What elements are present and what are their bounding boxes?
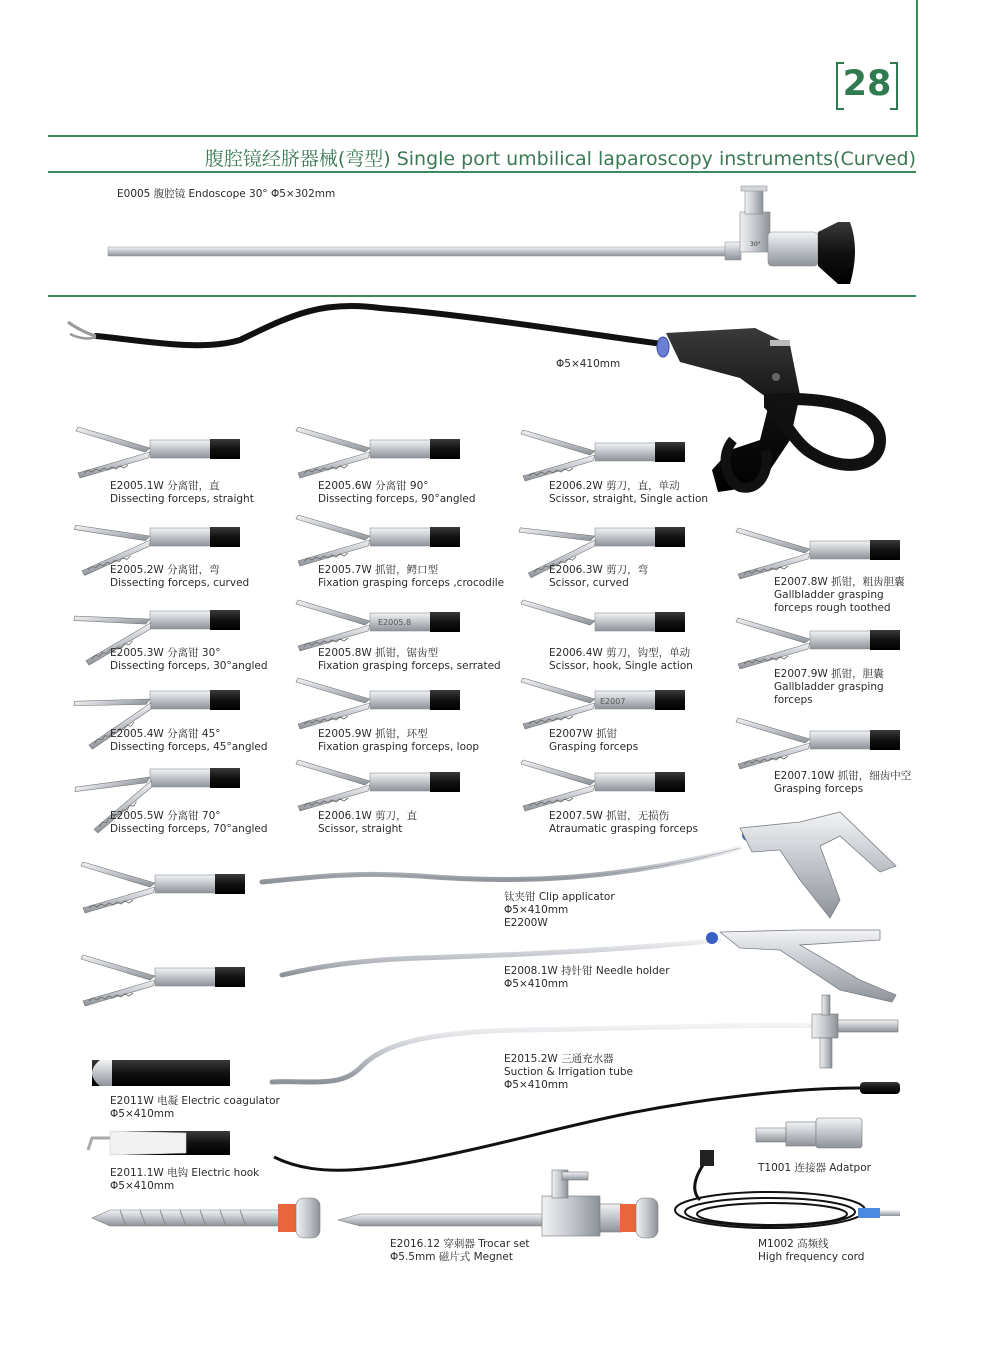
tip-desc: Scissor, curved	[549, 577, 629, 589]
handle-spec-label	[556, 358, 620, 371]
tip-code: E2006.4W 剪刀，钩型，单动	[549, 647, 691, 659]
tip-code: E2007W 抓钳	[549, 728, 618, 740]
tip-desc: Grasping forceps	[774, 783, 864, 795]
endoscope-label	[117, 188, 335, 201]
needle-holder-size: Φ5×410mm	[504, 978, 569, 990]
coagulator-label	[110, 1095, 280, 1121]
tip-label	[110, 480, 254, 506]
tip-code: E2005.3W 分离钳 30°	[110, 647, 221, 659]
clip-applicator-code: E2200W	[504, 917, 548, 929]
tip-code: E2006.3W 剪刀，弯	[549, 564, 649, 576]
tip-code: E2007.8W 抓钳，粗齿胆囊	[774, 576, 905, 588]
tip-desc: Atraumatic grasping forceps	[549, 823, 699, 835]
tip-code: E2005.9W 抓钳，环型	[318, 728, 428, 740]
coagulator-size: Φ5×410mm	[110, 1108, 175, 1120]
tip-label	[110, 647, 268, 673]
tip-label	[549, 810, 698, 836]
tip-label	[549, 564, 648, 590]
tip-label	[318, 480, 476, 506]
tip-code: E2005.5W 分离钳 70°	[110, 810, 221, 822]
cord-label	[758, 1238, 864, 1264]
coagulator-illustration	[92, 1060, 230, 1086]
tip-desc: Scissor, straight, Single action	[549, 493, 709, 505]
hook-name: E2011.1W 电钩 Electric hook	[110, 1167, 260, 1179]
tip-code: E2007.5W 抓钳，无损伤	[549, 810, 670, 822]
tip-desc: Fixation grasping forceps ,crocodile	[318, 577, 505, 589]
hook-size: Φ5×410mm	[110, 1180, 175, 1192]
tip-desc: Dissecting forceps, 90°angled	[318, 493, 476, 505]
tip-code: E2006.2W 剪刀，直，单动	[549, 480, 680, 492]
tip-col4	[736, 528, 900, 769]
tip-code: E2005.1W 分离钳，直	[110, 480, 220, 492]
hook-label	[110, 1167, 259, 1193]
coagulator-name: E2011W 电凝 Electric coagulator	[110, 1095, 280, 1107]
tip-label	[318, 728, 479, 754]
cord-name: High frequency cord	[758, 1251, 865, 1263]
tip-desc: Scissor, straight	[318, 823, 403, 835]
handle-instrument-illustration	[68, 306, 880, 492]
page-number: 28	[842, 64, 892, 104]
tip-label	[549, 647, 693, 673]
tip-desc: Dissecting forceps, 45°angled	[110, 741, 268, 753]
page-title: 腹腔镜经脐器械(弯型) Single port umbilical laparoscopy instruments(Curved)	[204, 148, 916, 170]
tip-desc: Grasping forceps	[549, 741, 639, 753]
tip-desc: Dissecting forceps, curved	[110, 577, 250, 589]
tip-code: E2007.10W 抓钳，细齿中空	[774, 770, 912, 782]
trocar-set-illustration	[338, 1170, 658, 1238]
tip-desc: Dissecting forceps, straight	[110, 493, 254, 505]
tip-code: E2005.2W 分离钳，弯	[110, 564, 220, 576]
endoscope-marking: 30°	[750, 241, 761, 248]
adaptor-illustration	[756, 1118, 862, 1148]
tip-label	[549, 480, 708, 506]
tip-desc: Dissecting forceps, 70°angled	[110, 823, 268, 835]
tip-code: E2007.9W 抓钳，胆囊	[774, 668, 884, 680]
tip-label	[110, 564, 249, 590]
tip-desc: Gallbladder grasping	[774, 681, 884, 693]
tip-desc: Scissor, hook, Single action	[549, 660, 693, 672]
tip-label	[318, 810, 417, 836]
trocar-short-illustration	[92, 1198, 320, 1238]
tip-code: E2006.1W 剪刀，直	[318, 810, 418, 822]
cord-code: M1002 高频线	[758, 1238, 829, 1250]
tip-desc: Dissecting forceps, 30°angled	[110, 660, 268, 672]
tip-label	[110, 728, 268, 754]
tip-code: E2005.8W 抓钳，锯齿型	[318, 647, 439, 659]
endoscope-label-text: E0005 腹腔镜 Endoscope 30° Φ5×302mm	[117, 188, 336, 200]
tip-desc-2: forceps	[774, 694, 813, 706]
tip-desc: Fixation grasping forceps, loop	[318, 741, 480, 753]
trocar-name: E2016.12 穿刺器 Trocar set	[390, 1238, 530, 1250]
needle-holder-name: E2008.1W 持针钳 Needle holder	[504, 965, 670, 977]
suction-size: Φ5×410mm	[504, 1079, 569, 1091]
tip-desc: Fixation grasping forceps, serrated	[318, 660, 501, 672]
adaptor-name: T1001 连接器 Adatpor	[758, 1162, 871, 1174]
tip-code: E2005.4W 分离钳 45°	[110, 728, 221, 740]
tip-label	[549, 728, 638, 754]
clip-applicator-size: Φ5×410mm	[504, 904, 569, 916]
clip-applicator-label	[504, 891, 615, 930]
clip-applicator-name: 钛夹钳 Clip applicator	[504, 891, 615, 903]
tip-mark-1: E2005.8	[378, 618, 412, 627]
tip-code: E2005.7W 抓钳，鳄口型	[318, 564, 439, 576]
handle-spec-text: Φ5×410mm	[556, 358, 621, 370]
tip-label	[774, 668, 884, 707]
tip-label	[774, 576, 905, 615]
tip-label	[318, 564, 504, 590]
tip-label	[774, 770, 911, 796]
adaptor-label	[758, 1162, 871, 1175]
trocar-label	[390, 1238, 530, 1264]
clip-applicator-tip	[81, 862, 245, 1006]
suction-code: E2015.2W 三通充水器	[504, 1053, 614, 1065]
tip-code: E2005.6W 分离钳 90°	[318, 480, 429, 492]
tip-desc-2: forceps rough toothed	[774, 602, 891, 614]
suction-label	[504, 1053, 633, 1092]
tip-label	[318, 647, 501, 673]
tip-label	[110, 810, 268, 836]
tip-desc: Gallbladder grasping	[774, 589, 884, 601]
tip-mark-2: E2007	[600, 697, 626, 706]
needle-holder-label	[504, 965, 670, 991]
trocar-size: Φ5.5mm 磁片式 Megnet	[390, 1251, 514, 1263]
suction-name: Suction & Irrigation tube	[504, 1066, 633, 1078]
